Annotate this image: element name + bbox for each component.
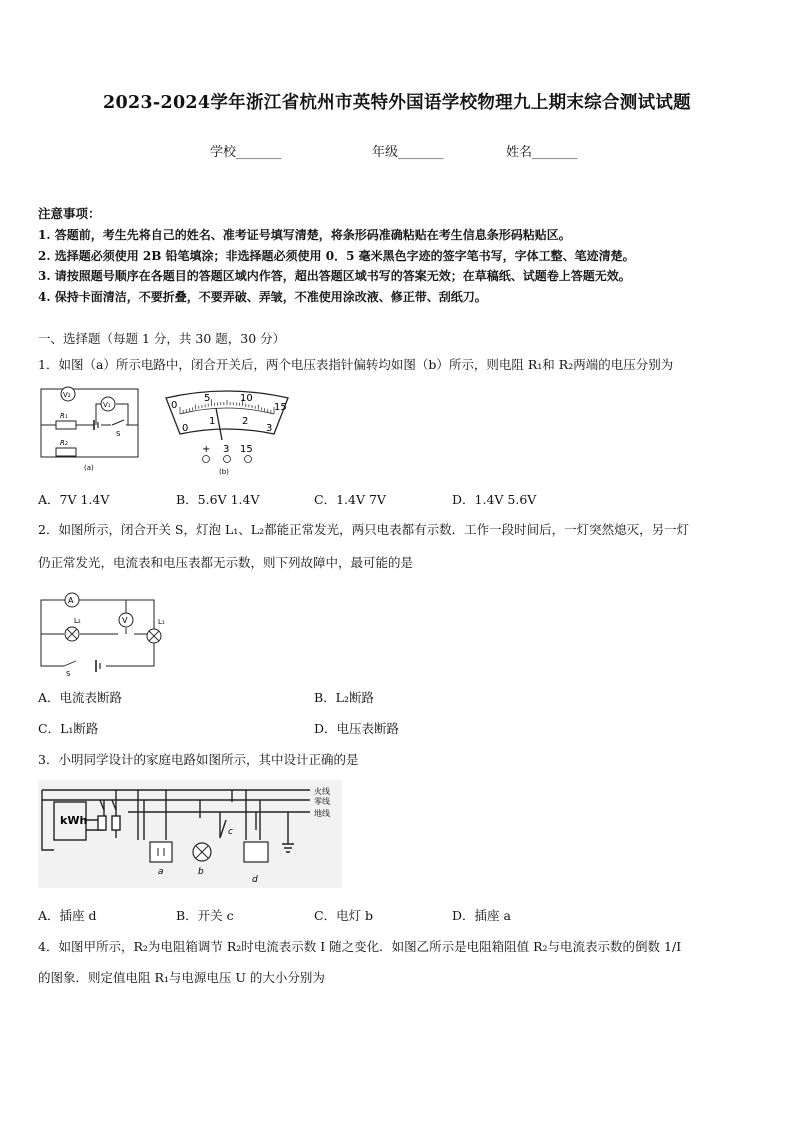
bottom-tick: 3 [266,423,273,434]
l2-label: L₂ [74,617,81,625]
top-tick: 5 [204,393,211,404]
label-b: b [198,867,204,877]
page-title: 2023-2024学年浙江省杭州市英特外国语学校物理九上期末综合测试试题 [103,93,691,113]
q3-figure [38,780,342,888]
bottom-tick: 1 [209,416,216,427]
q2-option-c[interactable]: C．L₁断路 [38,721,99,736]
fig-b-caption: (b) [219,468,229,476]
neutral-wire-label: 零线 [314,797,330,806]
q2-option-d[interactable]: D．电压表断路 [314,721,400,736]
top-tick: 10 [240,393,253,404]
q3-stem: 3．小明同学设计的家庭电路如图所示，其中设计正确的是 [38,752,359,767]
q4-stem-line2: 的图象．则定值电阻 R₁与电源电压 U 的大小分别为 [38,970,325,985]
terminal-label: + [202,444,211,455]
bottom-tick: 2 [242,416,249,427]
meter-label: kWh [60,814,88,827]
top-tick: 15 [274,402,287,413]
name-field: 姓名_______ [506,145,578,160]
label-d: d [252,875,258,885]
v1-label: V₁ [103,401,111,409]
terminal-label: 15 [240,444,253,455]
q1-option-c[interactable]: C．1.4V 7V [314,492,386,507]
ammeter-label: A [68,596,74,605]
grade-field: 年级_______ [372,145,444,160]
notice-item: 1. 答题前，考生先将自己的姓名、准考证号填写清楚，将条形码准确粘贴在考生信息条形码粘贴区。 [38,228,571,242]
q1-figure-a [36,384,148,476]
q1-option-a[interactable]: A．7V 1.4V [38,492,110,507]
q2-stem-line2: 仍正常发光，电流表和电压表都无示数，则下列故障中，最可能的是 [38,555,414,570]
live-wire-label: 火线 [314,787,330,796]
school-field: 学校_______ [210,145,282,160]
v2-label: V₂ [63,391,71,399]
r2-label: R₂ [60,439,68,447]
q3-option-c[interactable]: C．电灯 b [314,908,374,923]
notice-item: 2. 选择题必须使用 2B 铅笔填涂；非选择题必须使用 0．5 毫米黑色字迹的签字笔书写，字体工整、笔迹清楚。 [38,249,635,263]
q2-option-a[interactable]: A．电流表断路 [38,690,123,705]
q1-figure-b-voltmeter [158,386,296,476]
notice-item: 3. 请按照题号顺序在各题目的答题区域内作答，超出答题区域书写的答案无效；在草稿纸、试题卷上答题无效。 [38,269,631,283]
fig-a-caption: (a) [84,464,94,472]
l1-label: L₁ [158,618,165,626]
q1-option-d[interactable]: D．1.4V 5.6V [452,492,537,507]
q4-stem-line1: 4．如图甲所示，R₂为电阻箱调节 R₂时电流表示数 I 随之变化．如图乙所示是电阻箱阻值 R₂与电流表示数的倒数 1/I [38,939,682,954]
terminal-label: 3 [223,444,230,455]
q3-option-a[interactable]: A．插座 d [38,908,97,923]
ground-wire-label: 地线 [314,809,330,818]
label-a: a [158,867,164,877]
q3-option-b[interactable]: B．开关 c [176,908,234,923]
notice-heading: 注意事项： [38,206,101,221]
r1-label: R₁ [60,412,68,420]
q2-figure [38,590,168,676]
q3-option-d[interactable]: D．插座 a [452,908,511,923]
label-c: c [228,827,233,837]
q1-option-b[interactable]: B．5.6V 1.4V [176,492,260,507]
q1-stem: 1．如图（a）所示电路中，闭合开关后，两个电压表指针偏转均如图（b）所示，则电阻 R₁和 R₂两端的电压分别为 [38,357,674,372]
q2-stem-line1: 2．如图所示，闭合开关 S，灯泡 L₁、L₂都能正常发光，两只电表都有示数．工作一段时间后，一灯突然熄灭，另一灯 [38,522,690,537]
bottom-tick: 0 [182,423,189,434]
section-heading: 一、选择题（每题 1 分，共 30 题，30 分） [38,331,286,346]
q2-option-b[interactable]: B．L₂断路 [314,690,374,705]
voltmeter-label: V [122,616,128,625]
switch-label: S [66,670,71,678]
s-label: S [116,430,121,438]
top-tick: 0 [171,400,178,411]
notice-item: 4. 保持卡面清洁，不要折叠，不要弄破、弄皱，不准使用涂改液、修正带、刮纸刀。 [38,290,487,304]
